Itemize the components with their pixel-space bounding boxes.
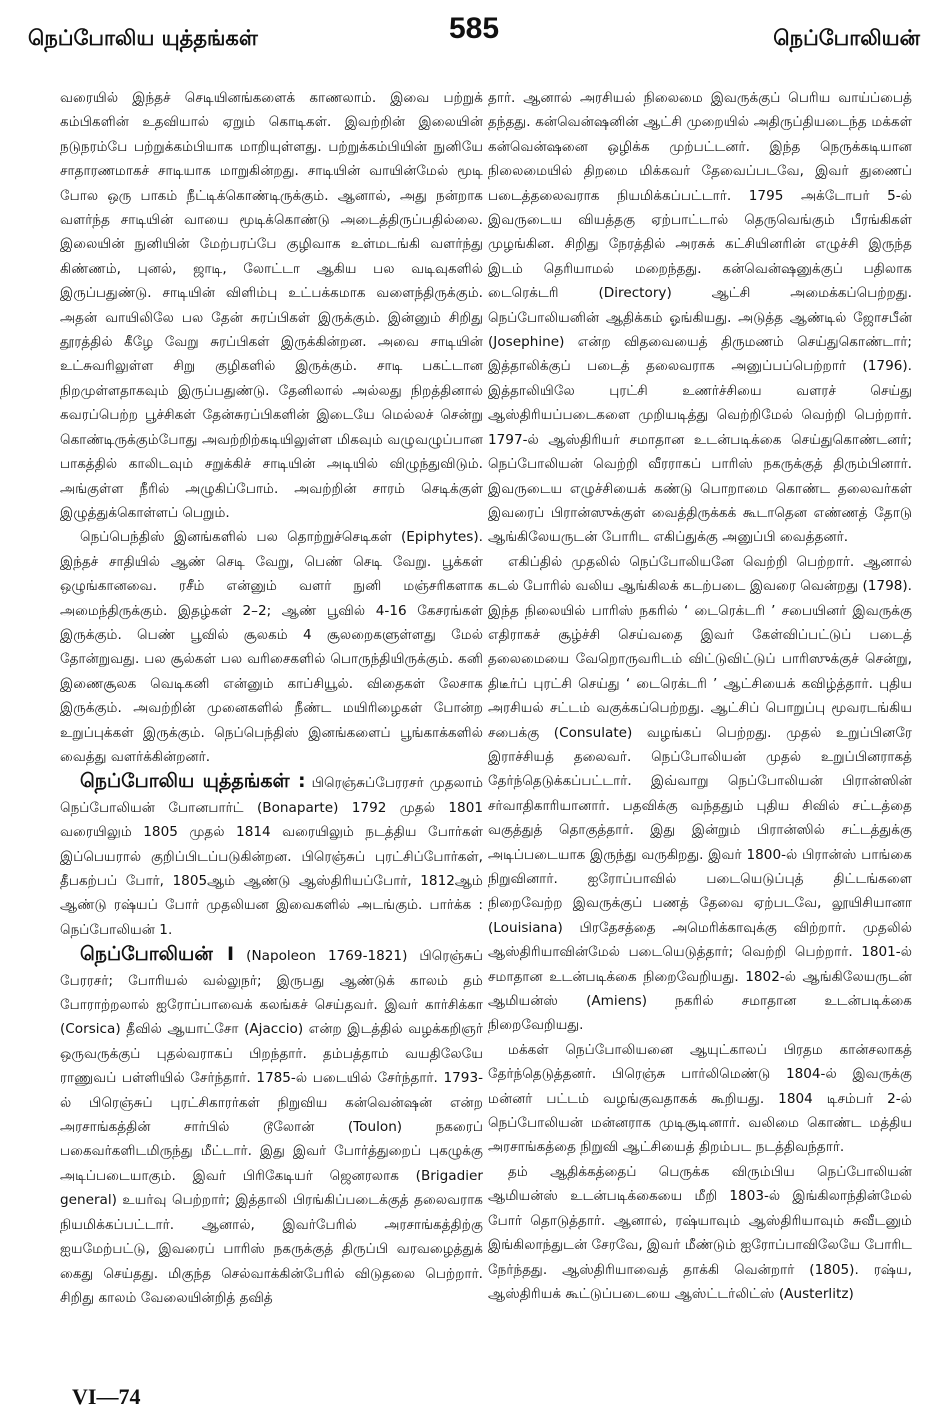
running-head-left: நெப்போலிய யுத்தங்கள் xyxy=(28,26,258,50)
running-head-right: நெப்போலியன் xyxy=(773,26,920,50)
paragraph: வரையில் இந்தச் செடியினங்களைக் காணலாம். இவை பற்றுக் கம்பிகளின் உதவியால் ஏறும் கொடிகள். இவற்றின் இலையின் நடுநரம்பே பற்றுக்கம்பியாக மாறியுள்ளது. பற்றுக்கம்பியின் நுனியே சாதாரணமாகச் சாடியாக மாறுகின்றது. சாடியின் வாயின்மேல் மூடி போல ஒரு பாகம் நீட்டிக்கொண்டிருக்கும். ஆனால், அது நன்றாக வளர்ந்த சாடியின் வாயை மூடிக்கொண்டு அடைத்திருப்பதில்லை. இலையின் நுனியின் மேற்பரப்பே குழிவாக உள்மடங்கி வளர்ந்து கிண்ணம், புனல், ஜாடி, லோட்டா ஆகிய பல வடிவுகளில் இருப்பதுண்டு. சாடியின் விளிம்பு உட்பக்கமாக வளைந்திருக்கும். அதன் வாயிலிலே பல தேன் சுரப்பிகள் இருக்கும். இன்னும் சிறிது தூரத்தில் கீழே வேறு சுரப்பிகள் இருக்கின்றன. அவை சாடியின் உட்சுவரிலுள்ள சிறு குழிகளில் இருக்கும். சாடி பகட்டான நிறமுள்ளதாகவும் இருப்பதுண்டு. தேனிலால் அல்லது நிறத்தினால் கவரப்பெற்ற பூச்சிகள் தேன்சுரப்பிகளின் இடையே மெல்லச் சென்று கொண்டிருக்கும்போது அவற்றிற்கடியிலுள்ள மிகவும் வழுவழுப்பான பாகத்தில் காலிடவும் சறுக்கிச் சாடியின் அடியில் விழுந்துவிடும். அங்குள்ள நீரில் அழுகிப்போம். அவற்றின் சாரம் செடிக்குள் இழுத்துக்கொள்ளப் பெறும். xyxy=(60,90,483,521)
page-number: 585 xyxy=(448,12,500,45)
left-column xyxy=(60,86,483,1310)
paragraph: நெப்பெந்திஸ் இனங்களில் பல தொற்றுச்செடிகள் (Epiphytes). இந்தச் சாதியில் ஆண் செடி வேறு, பெண் செடி வேறு. பூக்கள் ஒழுங்கானவை. ரசீம் என்னும் வளர் நுனி மஞ்சரிகளாக அமைந்திருக்கும். இதழ்கள் 2–2; ஆண் பூவில் 4-16 கேசரங்கள் இருக்கும். பெண் பூவில் சூலகம் 4 சூலறைகளுள்ளது மேல் தோன்றுவது. பல சூல்கள் பல வரிசைகளில் பொருந்தியிருக்கும். கனி இணைசூலக வெடிகனி என்னும் காப்சியூல். விதைகள் லேசாக இருக்கும். அவற்றின் முனைகளில் நீண்ட மயிரிழைகள் போன்ற உறுப்புக்கள் இருக்கும். நெப்பெந்திஸ் இனங்களைப் பூங்காக்களில் வைத்து வளர்க்கின்றனர். xyxy=(60,529,483,765)
volume-page-mark: VI—74 xyxy=(72,1384,141,1409)
entry-napoleonic-wars xyxy=(60,769,483,942)
right-column xyxy=(488,86,912,1306)
entry-headword: நெப்போலியன் I xyxy=(80,943,235,966)
paragraph: தம் ஆதிக்கத்தைப் பெருக்க விரும்பிய நெப்போலியன் ஆமியன்ஸ் உடன்படிக்கையை மீறி 1803-ல் இங்கிலாந்தின்மேல் போர் தொடுத்தார். ஆனால், ரஷ்யாவும் ஆஸ்திரியாவும் சுவீடனும் இங்கிலாந்துடன் சேரவே, இவர் மீண்டும் ஐரோப்பாவிலேயே போரிட நேர்ந்தது. ஆஸ்திரியாவைத் தாக்கி வென்றார் (1805). ரஷ்ய, ஆஸ்திரியக் கூட்டுப்படையை ஆஸ்ட்டர்லிட்ஸ் (Austerlitz) xyxy=(488,1163,912,1302)
entry-text: பிரெஞ்சுப்பேரரசர் முதலாம் நெப்போலியன் போனபார்ட் (Bonaparte) 1792 முதல் 1801 வரையிலும் 1805 முதல் 1814 வரையிலும் நடத்திய போர்கள் இப்பெயரால் குறிப்பிடப்படுகின்றன. பிரெஞ்சுப் புரட்சிப்போர்கள், தீபகற்பப் போர், 1805ஆம் ஆண்டு ஆஸ்திரியப்போர், 1812ஆம் ஆண்டு ரஷ்யப் போர் முதலியன இவைகளில் அடங்கும். பார்க்க : நெப்போலியன் 1. xyxy=(60,775,484,938)
paragraph: எகிப்தில் முதலில் நெப்போலியனே வெற்றி பெற்றார். ஆனால் கடல் போரில் வலிய ஆங்கிலக் கடற்படை இவரை வென்றது (1798). இந்த நிலையில் பாரிஸ் நகரில் ‘ டைரெக்டரி ’ சபையினர் இவருக்கு எதிராகச் சூழ்ச்சி செய்வதை இவர் கேள்விப்பட்டுப் படைத் தலைமையை வேறொருவரிடம் விட்டுவிட்டுப் பாரிஸுக்குச் சென்று, திடீர்ப் புரட்சி செய்து ‘ டைரெக்டரி ’ ஆட்சியைக் கவிழ்த்தார். புதிய அரசியல் சட்டம் வகுக்கப்பெற்றது. ஆட்சிப் பொறுப்பு மூவரடங்கிய சபைக்கு (Consulate) வழங்கப் பெற்றது. முதல் உறுப்பினரே இராச்சியத் தலைவர். நெப்போலியன் முதல் உறுப்பினராகத் தேர்ந்தெடுக்கப்பட்டார். இவ்வாறு நெப்போலியன் பிரான்ஸின் சர்வாதிகாரியானார். பதவிக்கு வந்ததும் புதிய சிவில் சட்டத்தை வகுத்துத் தொகுத்தார். இது இன்றும் பிரான்ஸில் சட்டத்துக்கு அடிப்படையாக இருந்து வருகிறது. இவர் 1800-ல் பிரான்ஸ் பாங்கை நிறுவினார். ஐரோப்பாவில் படையெடுப்புத் திட்டங்களை நிறைவேற்ற இவருக்குப் பணத் தேவை ஏற்படவே, லூயிசியானா (Louisiana) பிரதேசத்தை அமெரிக்காவுக்கு விற்றார். முதலில் ஆஸ்திரியாவின்மேல் படையெடுத்தார்; வெற்றி பெற்றார். 1801-ல் சமாதான உடன்படிக்கை நிறைவேறியது. 1802-ல் ஆங்கிலேயருடன் ஆமியன்ஸ் (Amiens) நகரில் சமாதான உடன்படிக்கை நிறைவேறியது. xyxy=(488,553,912,1034)
entry-text: பிரெஞ்சுப் பேரரசர்; போரியல் வல்லுநர்; இருபது ஆண்டுக் காலம் தம் போராற்றலால் ஐரோப்பாவைக் கலங்கச் செய்தவர். இவர் கார்சிக்கா (Corsica) தீவில் ஆயாட்சோ (Ajaccio) என்ற இடத்தில் வழக்கறிஞர் ஒருவருக்குப் புதல்வராகப் பிறந்தார். தம்பத்தாம் வயதிலேயே ராணுவப் பள்ளியில் சேர்ந்தார். 1785-ல் படையில் சேர்ந்தார். 1793-ல் பிரெஞ்சுப் புரட்சிகாரர்கள் நிறுவிய கன்வென்ஷன் என்ற அரசாங்கத்தின் சார்பில் டூலோன் (Toulon) நகரைப் பகைவர்களிடமிருந்து மீட்டார். இது இவர் போர்த்துறைப் புகழுக்கு அடிப்படையாகும். இவர் பிரிகேடியர் ஜெனரலாக (Brigadier general) உயர்வு பெற்றார்; இத்தாலி பிரங்கிப்படைக்குத் தலைவராக நியமிக்கப்பட்டார். ஆனால், இவர்பேரில் அரசாங்கத்திற்கு ஐயமேற்பட்டு, இவரைப் பாரிஸ் நகருக்குத் திருப்பி வரவழைத்துக் கைது செய்தது. மிகுந்த செல்வாக்கின்பேரில் விடுதலை பெற்றார். சிறிது காலம் வேலையின்றித் தவித் xyxy=(60,948,483,1306)
entry-subhead: (Napoleon 1769-1821) xyxy=(246,948,408,965)
paragraph: தார். ஆனால் அரசியல் நிலைமை இவருக்குப் பெரிய வாய்ப்பைத் தந்தது. கன்வென்ஷனின் ஆட்சி முறையில் அதிருப்தியடைந்த மக்கள் கன்வென்ஷனை ஒழிக்க முற்பட்டனர். இந்த நெருக்கடியான நிலைமையில் திறமை மிக்கவர் தேவைப்படவே, இவர் துணைப் படைத்தலைவராக நியமிக்கப்பட்டார். 1795 அக்டோபர் 5-ல் இவருடைய வியத்தகு ஏற்பாட்டால் தெருவெங்கும் பீரங்கிகள் முழங்கின. சிறிது நேரத்தில் அரசுக் கட்சியினரின் எழுச்சி இருந்த இடம் தெரியாமல் மறைந்தது. கன்வென்ஷனுக்குப் பதிலாக டைரெக்டரி (Directory) ஆட்சி அமைக்கப்பெற்றது. நெப்போலியனின் ஆதிக்கம் ஓங்கியது. அடுத்த ஆண்டில் ஜோசபீன் (Josephine) என்ற விதவையைத் திருமணம் செய்துகொண்டார்; இத்தாலிக்குப் படைத் தலைவராக அனுப்பப்பெற்றார் (1796). இத்தாலியிலே புரட்சி உணர்ச்சியை வளரச் செய்து ஆஸ்திரியப்படைகளை முறியடித்து வெற்றிமேல் வெற்றி பெற்றார். 1797-ல் ஆஸ்திரியர் சமாதான உடன்படிக்கை செய்துகொண்டனர்; நெப்போலியன் வெற்றி வீரராகப் பாரிஸ் நகருக்குத் திரும்பினார். இவருடைய எழுச்சியைக் கண்டு பொறாமை கொண்ட தலைவர்கள் இவரைப் பிரான்ஸுக்குள் வைத்திருக்கக் கூடாதென எண்ணத் தோடு ஆங்கிலேயருடன் போரிட எகிப்துக்கு அனுப்பி வைத்தனர். xyxy=(488,90,912,546)
page-header xyxy=(28,8,920,58)
paragraph: மக்கள் நெப்போலியனை ஆயுட்காலப் பிரதம கான்சலாகத் தேர்ந்தெடுத்தனர். பிரெஞ்சு பார்லிமெண்டு 1804-ல் இவருக்கு மன்னர் பட்டம் வழங்குவதாகக் கூறியது. 1804 டிசம்பர் 2-ல் நெப்போலியன் மன்னராக முடிசூடினார். வலிமை கொண்ட மத்திய அரசாங்கத்தை நிறுவி ஆட்சியைத் திறம்பட நடத்திவந்தார். xyxy=(488,1041,912,1156)
entry-napoleon xyxy=(60,942,483,1310)
entry-headword: நெப்போலிய யுத்தங்கள் : xyxy=(80,770,306,793)
